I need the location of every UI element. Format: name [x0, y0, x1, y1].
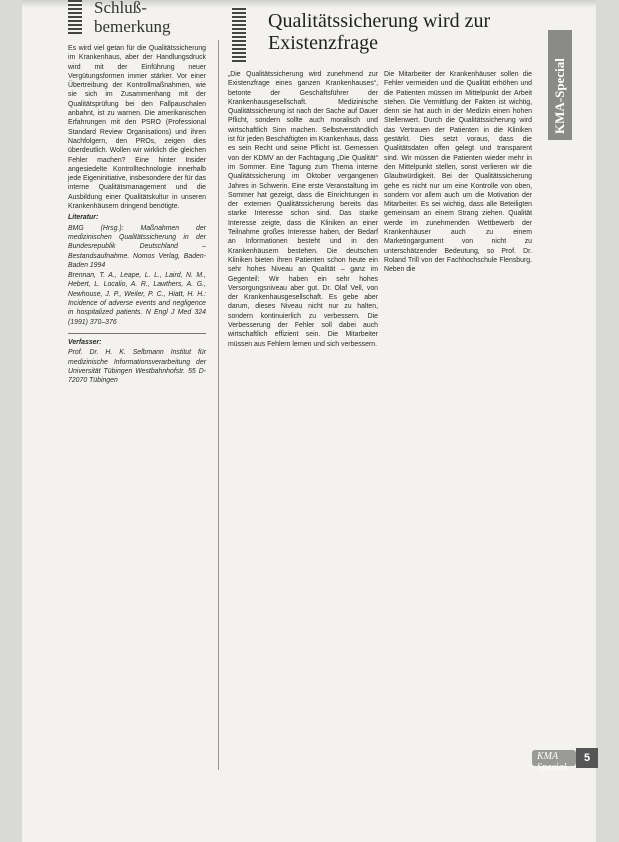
left-heading-stripes [68, 0, 82, 34]
left-column [68, 44, 206, 386]
special-side-tab [548, 30, 572, 140]
main-title-stripes [232, 6, 246, 62]
literature-label: Literatur: [68, 214, 99, 222]
footer-badge-label: KMA Special [537, 751, 567, 773]
author-divider [68, 333, 206, 334]
main-title [268, 10, 528, 54]
special-side-tab-label: KMA-Special [552, 58, 567, 134]
left-body-text: Es wird viel getan für die Qualitätssicherung im Krankenhaus, aber der Handlungsdruck wird mit der Einführung neuer Vergütungsformen immer stärker. Vor einer Übertreibung der Kontrollmaßnahmen, wie sie sich im Zusammenhang mit der Qualitätsprüfung bei den Fallpauschalen anbahnt, ist zu warnen. Die amerikanischen Erfahrungen mit den PSRO (Professional Standard Review Organisations) und ihren Nachfolgern, den PROs, zeigen dies überdeutlich. Wollen wir wirklich die gleichen Fehler machen? Eine hinter Insider angesiedelte Kontrolltechnologie innerhalb jede Eigeninitiative, insbesondere der für das interne Qualitätsmanagement und die Ausbildung einer Qualitätskultur in unseren Krankenhäusern dringend benötigte. [68, 45, 206, 211]
column-divider [218, 40, 219, 770]
main-column-2 [384, 70, 532, 276]
page-number-box [576, 748, 598, 768]
main-col2-text: Die Mitarbeiter der Krankenhäuser sollen die Fehler vermeiden und die Qualität erhöhen und die Patienten müssen im Mittelpunkt der Arbeit stehen. Die Vermittlung der Fakten ist wichtig, denn sie hat auch in der Medizin einen hohen Stellenwert. Durch die Qualitätssicherung wird das Vertrauen der Patienten in die Kliniken gestärkt. Dies setzt voraus, dass die Qualitätsdaten offen gelegt und transparent sind. Wir müssen die Patienten wieder mehr in den Mittelpunkt stellen, sonst verlieren wir die Glaubwürdigkeit. Bei der Qualitätssicherung gehe es nicht nur um eine Kontrolle von oben, sondern vor allem auch um die Motivation der Mitarbeiter. Es sei wichtig, dass alle Beteiligten gemeinsam an einem Strang ziehen. Qualität werde im zunehmenden Wettbewerb der Krankenhäuser auch zu einem Marketingargument von nicht zu unterschätzender Bedeutung, so Prof. Dr. Roland Trill von der Fachhochschule Flensburg. Neben die [384, 71, 532, 274]
left-heading-line1: Schluß- [94, 0, 147, 17]
main-col1-text: „Die Qualitätssicherung wird zunehmend zur Existenzfrage eines ganzen Krankenhauses“, betonte der Geschäftsführer der Krankenhausgesellschaft. Medizinische Qualitätssicherung ist nach der Sache auf Dauer Pflicht, sondern sollte auch moralisch und wirtschaftlich Sinn machen. Selbstverständlich ist für jeden Beschäftigten im Krankenhaus, dass es sein Recht und seine Pflicht ist. Gemessen von der KDMV an der Fachtagung „Die Qualität“ im Sommer. Eine Tagung zum Thema interne Qualitätssicherung im Oktober vergangenen Jahres in Schwerin. Eine erste Veranstaltung im Sommer hat gezeigt, dass die Einrichtungen in der externen Qualitätssicherung bereits das starke Interesse schon sind. Das starke Interesse zeigte, dass die Kliniken an einer Teilnahme großes Interesse haben, der Bedarf an Informationen besteht und in den Krankenhäusern bestehen. Die deutschen Kliniken bieten ihren Patienten schon heute ein sehr hohes Niveau an Qualität – ganz im Gegenteil: Wir haben ein sehr hohes Versorgungsniveau aber gut. Dr. Olaf Vell, von der Krankenhausgesellschaft. Es gebe aber darum, dieses Niveau nicht nur zu halten, sondern kontinuierlich zu verbessern. Die Verbesserung der Fehler soll dabei auch wirtschaftlich effizient sein. Die Mitarbeiter müssen aus Fehlern lernen und sich verbessern. [228, 71, 378, 348]
footer-badge [532, 750, 576, 773]
left-heading [94, 0, 170, 36]
literature-item-2: Brennan, T. A., Leape, L. L., Laird, N. M., Hebert, L. Localio, A. R., Lawthers, A. G., Newhouse, J. P., Weiler, P. C., Hiatt, H. H.: Incidence of adverse events and negligence in hospitalized patients. N Engl J Med 324 (1991) 370–376 [68, 272, 206, 326]
literature-item-1: BMG (Hrsg.): Maßnahmen der medizinischen Qualitätssicherung in der Bundesrepublik Deutschland – Bestandsaufnahme. Nomos Verlag, Baden-Baden 1994 [68, 224, 206, 269]
left-heading-line2: bemerkung [94, 17, 171, 36]
main-title-line2: Existenzfrage [268, 32, 378, 54]
main-title-line1: Qualitätssicherung wird zur [268, 10, 491, 32]
magazine-page [22, 0, 596, 842]
author-label: Verfasser: [68, 338, 102, 346]
main-column-1 [228, 70, 378, 350]
author-address: Prof. Dr. H. K. Selbmann Institut für medizinische Informationsverarbeitung der Universität Tübingen Westbahnhofstr. 55 D-72070 Tübingen [68, 349, 206, 385]
page-number: 5 [583, 752, 591, 764]
